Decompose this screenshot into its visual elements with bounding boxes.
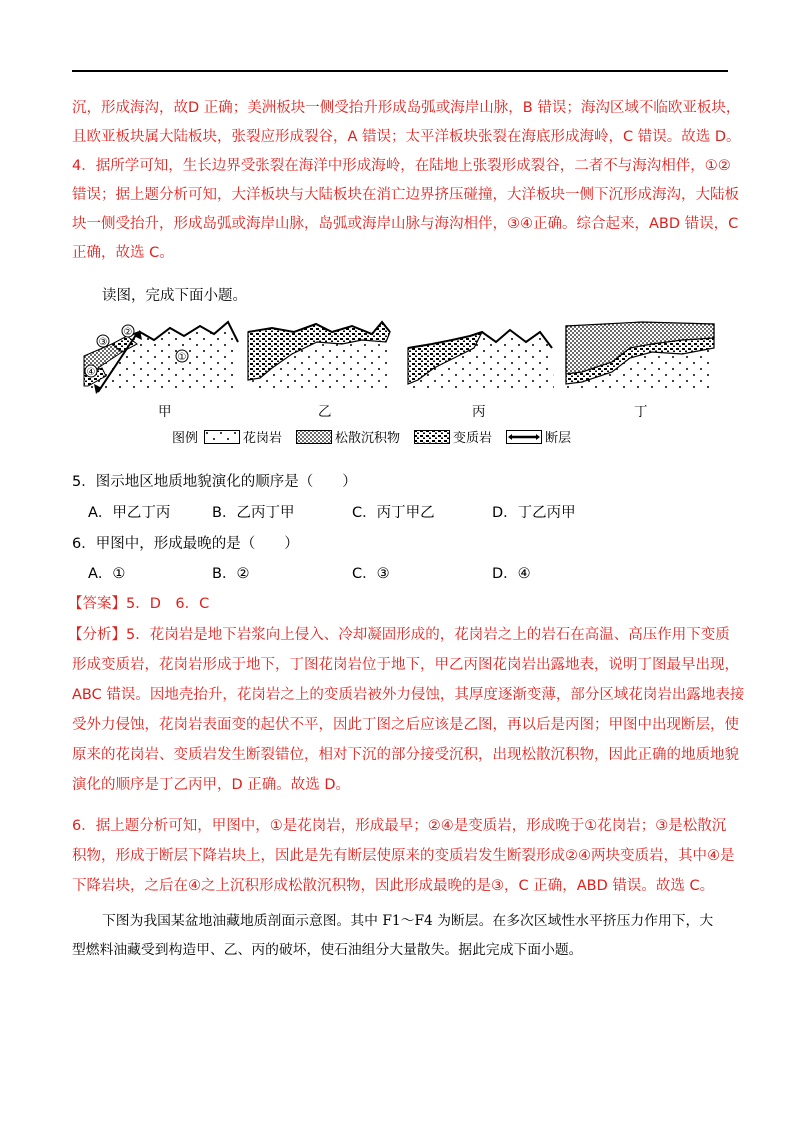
marker-2: ② [123,327,133,338]
option-d: D．④ [492,566,531,582]
legend-fault [506,427,571,446]
legend-title: 图例 [172,431,199,446]
marker-4: ④ [86,367,96,378]
fault-swatch-icon [506,430,542,444]
analysis-line: 演化的顺序是丁乙丙甲，D 正确。故选 D。 [72,777,351,793]
legend-label: 松散沉积物 [335,431,401,446]
next-question-intro: 下图为我国某盆地油藏地质剖面示意图。其中 F1～F4 为断层。在多次区域性水平挤压力作用下，大 [102,913,714,929]
text-line: 4．据所学可知，生长边界受张裂在海洋中形成海岭，在陆地上张裂形成裂谷，二者不与海沟相伴，①② [72,158,731,174]
sediment-swatch-icon [296,430,332,444]
legend-metamorphic [414,427,492,446]
panel-jia [84,322,238,394]
option-a: A．甲乙丁丙 [88,505,171,521]
marker-3: ③ [98,337,108,348]
text-line: 沉，形成海沟，故D 正确；美洲板块一侧受抬升形成岛弧或海岸山脉，B 错误；海沟区域不临欧亚板块， [72,100,741,116]
analysis-line: 形成变质岩，花岗岩形成于地下，丁图花岗岩位于地下，甲乙丙图花岗岩出露地表，说明丁图最早出现， [72,657,739,673]
panel-label-jia: 甲 [158,404,172,420]
panel-label-ding: 丁 [634,404,648,420]
option-b: B．乙丙丁甲 [212,505,295,521]
option-b: B．② [212,566,250,582]
metamorphic-swatch-icon [414,430,450,444]
question-5-stem: 5．图示地区地质地貌演化的顺序是（ ） [72,474,357,490]
answer-line: 【答案】5．D 6．C [68,596,210,612]
legend-label: 变质岩 [453,431,493,446]
legend-sediment [296,427,400,446]
option-c: C．丙丁甲乙 [352,505,435,521]
marker-1: ① [177,352,187,363]
option-d: D．丁乙丙甲 [492,505,576,521]
analysis-line: 受外力侵蚀，花岗岩表面变的起伏不平，因此丁图之后应该是乙图，再以后是丙图；甲图中出现断层，使 [72,717,739,733]
next-question-intro: 型燃料油藏受到构造甲、乙、丙的破坏，使石油组分大量散失。据此完成下面小题。 [72,942,583,958]
option-a: A．① [88,566,126,582]
analysis-line: 【分析】5．花岗岩是地下岩浆向上侵入、冷却凝固形成的，花岗岩之上的岩石在高温、高压作用下变质 [68,627,730,643]
panel-label-yi: 乙 [318,404,332,420]
analysis-line: 积物，形成于断层下降岩块上，因此是先有断层使原来的变质岩发生断裂形成②④两块变质岩，其中④是 [72,848,735,864]
granite-swatch-icon [204,430,240,444]
legend [172,427,585,446]
panel-yi [248,322,392,390]
question-intro: 读图，完成下面小题。 [102,288,247,304]
text-line: 块一侧受抬升，形成岛弧或海岸山脉，岛弧或海岸山脉与海沟相伴，③④正确。综合起来，ABD 错误，C [72,216,739,232]
text-line: 且欧亚板块属大陆板块，张裂应形成裂谷，A 错误；太平洋板块张裂在海底形成海岭，C 错误。故选 D。 [72,129,741,145]
cross-section-diagram [82,318,722,398]
question-6-stem: 6．甲图中，形成最晚的是（ ） [72,536,299,552]
legend-label: 断层 [545,431,572,446]
panel-label-bing: 丙 [472,404,486,420]
panel-ding [566,322,714,390]
analysis-line: ABC 错误。因地壳抬升，花岗岩之上的变质岩被外力侵蚀，其厚度逐渐变薄，部分区域花岗岩出露地表接 [72,687,745,703]
text-line: 错误；据上题分析可知，大洋板块与大陆板块在消亡边界挤压碰撞，大洋板块一侧下沉形成海沟，大陆板 [72,187,739,203]
option-c: C．③ [352,566,390,582]
header-rule [72,70,728,72]
text-line: 正确，故选 C。 [72,245,174,261]
analysis-line: 下降岩块，之后在④之上沉积形成松散沉积物，因此形成最晚的是③，C 正确，ABD 错误。故选 C。 [72,878,715,894]
panel-bing [408,330,554,390]
analysis-line: 6．据上题分析可知，甲图中，①是花岗岩，形成最早；②④是变质岩，形成晚于①花岗岩；③是松散沉 [72,818,727,834]
legend-granite [204,427,282,446]
analysis-line: 原来的花岗岩、变质岩发生断裂错位，相对下沉的部分接受沉积，出现松散沉积物，因此正确的地质地貌 [72,747,739,763]
geology-figure [82,318,722,450]
legend-label: 花岗岩 [243,431,283,446]
